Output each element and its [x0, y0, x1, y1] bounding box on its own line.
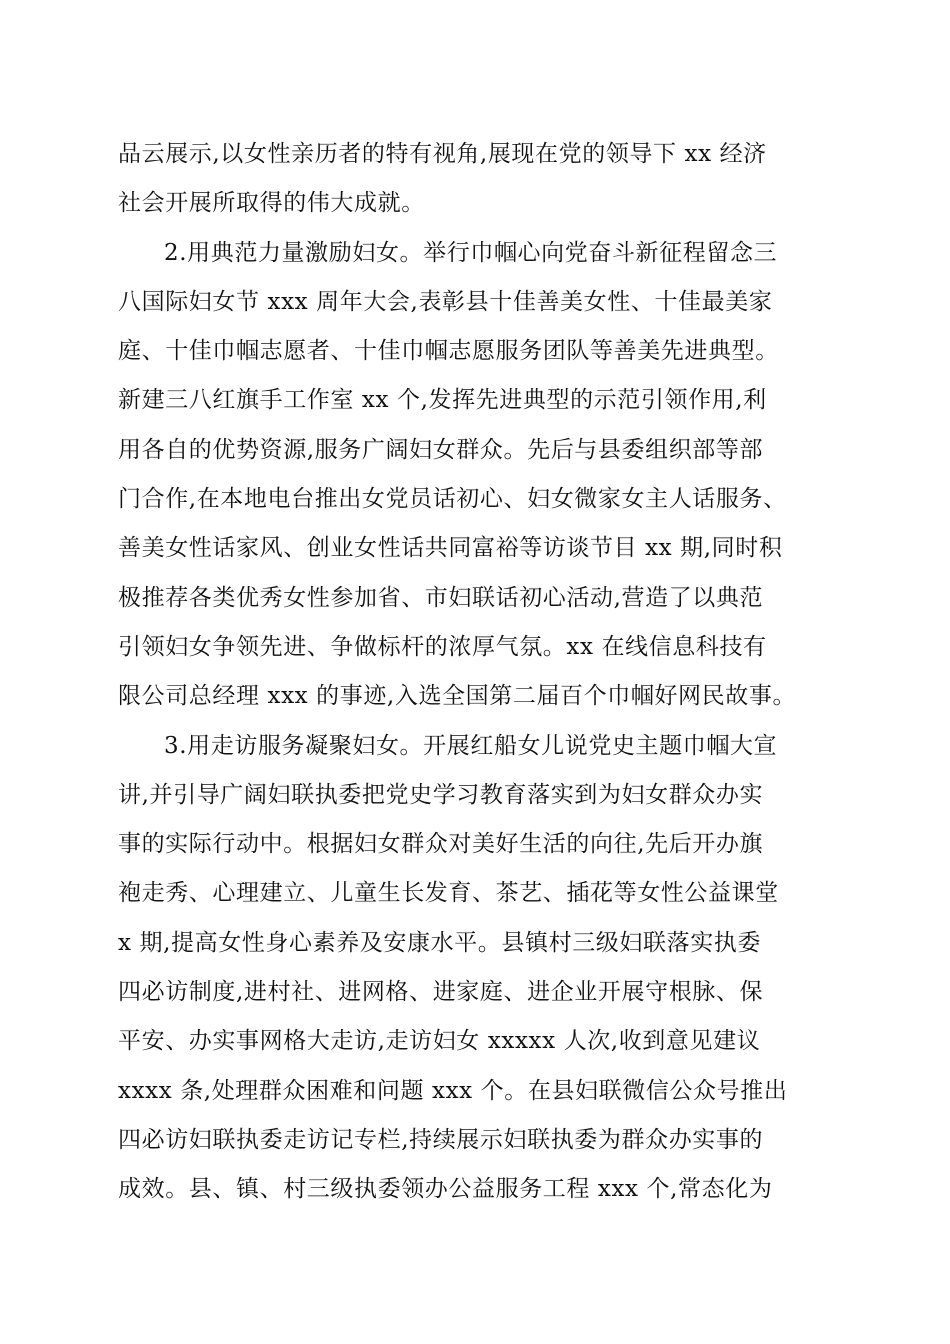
text-line: 品云展示,以女性亲历者的特有视角,展现在党的领导下 xx 经济	[118, 141, 767, 167]
text-line: 四必访制度,进村社、进网格、进家庭、进企业开展守根脉、保	[118, 979, 764, 1006]
text-line: 四必访妇联执委走访记专栏,持续展示妇联执委为群众办实事的	[118, 1126, 764, 1153]
paragraph-start-line: 3.用走访服务凝聚妇女。开展红船女儿说党史主题巾帼大宣	[164, 732, 778, 759]
paragraph-start-line: 2.用典范力量激励妇女。举行巾帼心向党奋斗新征程留念三	[164, 239, 778, 266]
document-body	[118, 130, 858, 1215]
text-line: 限公司总经理 xxx 的事迹,入选全国第二届百个巾帼好网民故事。	[118, 683, 797, 710]
text-line: 门合作,在本地电台推出女党员话初心、妇女微家女主人话服务、	[118, 486, 787, 513]
text-line: 事的实际行动中。根据妇女群众对美好生活的向往,先后开办旗	[118, 831, 764, 858]
text-line: 八国际妇女节 xxx 周年大会,表彰县十佳善美女性、十佳最美家	[118, 288, 773, 315]
text-line: 极推荐各类优秀女性参加省、市妇联话初心活动,营造了以典范	[118, 584, 764, 611]
text-line: xxxx 条,处理群众困难和问题 xxx 个。在县妇联微信公众号推出	[118, 1077, 788, 1104]
text-line: 袍走秀、心理建立、儿童生长发育、茶艺、插花等女性公益课堂	[118, 880, 779, 907]
text-line: x 期,提高女性身心素养及安康水平。县镇村三级妇联落实执委	[118, 929, 761, 956]
text-line: 用各自的优势资源,服务广阔妇女群众。先后与县委组织部等部	[118, 436, 764, 463]
text-line: 善美女性话家风、创业女性话共同富裕等访谈节目 xx 期,同时积	[118, 535, 783, 562]
text-line: 平安、办实事网格大走访,走访妇女 xxxxx 人次,收到意见建议	[118, 1028, 761, 1055]
text-line: 庭、十佳巾帼志愿者、十佳巾帼志愿服务团队等善美先进典型。	[118, 338, 779, 365]
text-line: 新建三八红旗手工作室 xx 个,发挥先进典型的示范引领作用,利	[118, 387, 767, 414]
text-line: 成效。县、镇、村三级执委领办公益服务工程 xxx 个,常态化为	[118, 1176, 773, 1203]
text-line: 讲,并引导广阔妇联执委把党史学习教育落实到为妇女群众办实	[118, 781, 764, 808]
text-line: 引领妇女争领先进、争做标杆的浓厚气氛。xx 在线信息科技有	[118, 633, 767, 660]
text-line: 社会开展所取得的伟大成就。	[118, 190, 425, 217]
